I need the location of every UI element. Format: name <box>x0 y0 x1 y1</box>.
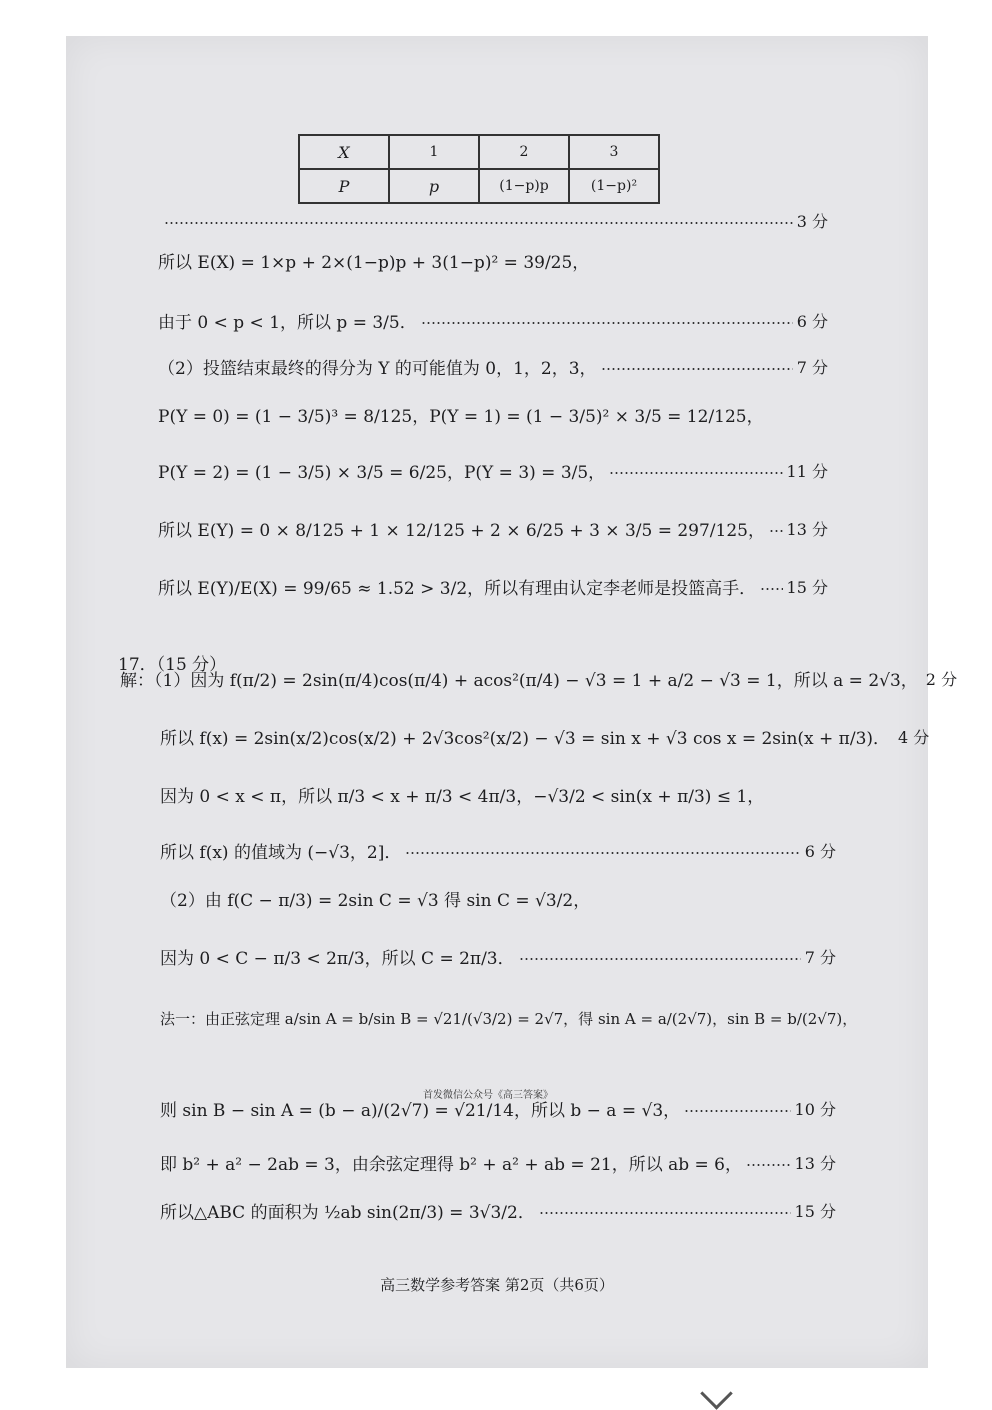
score-label: 7 分 <box>804 947 836 967</box>
equation: 则 sin B − sin A = (b − a)/(2√7) = √21/14，所以 b − a = √3， <box>160 1100 681 1121</box>
score-label: 6 分 <box>796 311 828 331</box>
solution-line <box>158 240 828 280</box>
table-row <box>299 135 659 169</box>
equation: 所以△ABC 的面积为 ½ab sin(2π/3) = 3√3/2． <box>160 1202 535 1223</box>
score-label: 6 分 <box>804 841 836 861</box>
leader-dots <box>405 852 800 854</box>
equation: 因为 0 < C − π/3 < 2π/3，所以 C = 2π/3． <box>160 948 515 969</box>
equation: P(Y = 0) = (1 − 3/5)³ = 8/125，P(Y = 1) = (1 − 3/5)² × 3/5 = 12/125， <box>158 406 764 427</box>
table-cell: P <box>299 169 389 203</box>
leader-dots <box>684 1110 790 1112</box>
solution-line <box>158 450 828 490</box>
score-label: 3 分 <box>796 211 828 231</box>
solution-line <box>158 566 828 606</box>
solution-line <box>160 1142 836 1182</box>
watermark-text: 首发微信公众号《高三答案》 <box>423 1090 553 1101</box>
solution-line <box>160 774 836 814</box>
table-cell: 3 <box>569 135 659 169</box>
solution-line <box>158 300 828 340</box>
score-label: 10 分 <box>794 1099 836 1119</box>
table-cell: 1 <box>389 135 479 169</box>
solution-line <box>160 998 858 1038</box>
distribution-table <box>298 134 660 204</box>
solution-line <box>158 508 828 548</box>
table-row <box>299 169 659 203</box>
table-cell: X <box>299 135 389 169</box>
table-cell: (1−p)² <box>569 169 659 203</box>
equation: 解：（1）因为 f(π/2) = 2sin(π/4)cos(π/4) + acos²(π/4) − √3 = 1 + a/2 − √3 = 1，所以 a = 2√3， <box>120 670 918 691</box>
equation: 即 b² + a² − 2ab = 3，由余弦定理得 b² + a² + ab = 21，所以 ab = 6， <box>160 1154 743 1175</box>
solution-line <box>160 716 930 756</box>
equation: 由于 0 < p < 1，所以 p = 3/5． <box>158 312 417 333</box>
solution-line <box>160 936 836 976</box>
score-label: 13 分 <box>786 519 828 539</box>
table-cell: (1−p)p <box>479 169 569 203</box>
solution-line <box>160 878 836 918</box>
score-label: 4 分 <box>898 727 930 747</box>
leader-dots <box>519 958 801 960</box>
score-label: 15 分 <box>786 577 828 597</box>
score-label: 11 分 <box>786 461 828 481</box>
leader-dots <box>760 588 782 590</box>
equation: 所以 f(x) = 2sin(x/2)cos(x/2) + 2√3cos²(x/2) − √3 = sin x + √3 cos x = 2sin(x + π/3)． <box>160 728 891 749</box>
solution-line <box>120 658 958 698</box>
score-label: 7 分 <box>796 357 828 377</box>
equation: 所以 f(x) 的值域为 (−√3，2]． <box>160 842 402 863</box>
equation: 所以 E(Y)/E(X) = 99/65 ≈ 1.52 > 3/2，所以有理由认定李老师是投篮高手． <box>158 578 757 599</box>
table-score-line <box>160 200 828 240</box>
score-label: 13 分 <box>794 1153 836 1173</box>
solution-line <box>158 394 828 434</box>
solution-line <box>158 346 828 386</box>
leader-dots <box>601 368 793 370</box>
leader-dots <box>539 1212 791 1214</box>
equation: （2）投篮结束最终的得分为 Y 的可能值为 0，1，2，3， <box>158 358 597 379</box>
table-cell: p <box>389 169 479 203</box>
page-footer: 高三数学参考答案 第2页（共6页） <box>380 1276 614 1294</box>
equation: （2）由 f(C − π/3) = 2sin C = √3 得 sin C = √3/2， <box>160 890 591 911</box>
equation: 因为 0 < x < π，所以 π/3 < x + π/3 < 4π/3，−√3/2 < sin(x + π/3) ≤ 1， <box>160 786 765 807</box>
table-cell: 2 <box>479 135 569 169</box>
leader-dots <box>769 530 783 532</box>
answer-sheet-page <box>66 36 958 1368</box>
equation: 法一：由正弦定理 a/sin A = b/sin B = √21/(√3/2) = 2√7，得 sin A = a/(2√7)，sin B = b/(2√7)， <box>160 1009 858 1028</box>
leader-dots <box>164 222 793 224</box>
solution-line <box>160 830 836 870</box>
score-label: 2 分 <box>925 669 958 689</box>
leader-dots <box>609 472 782 474</box>
score-label: 15 分 <box>794 1201 836 1221</box>
equation: 所以 E(X) = 1×p + 2×(1−p)p + 3(1−p)² = 39/25， <box>158 252 590 273</box>
leader-dots <box>421 322 793 324</box>
leader-dots <box>746 1164 791 1166</box>
equation: 所以 E(Y) = 0 × 8/125 + 1 × 12/125 + 2 × 6/25 + 3 × 3/5 = 297/125， <box>158 520 765 541</box>
solution-line <box>160 1088 836 1128</box>
solution-line <box>160 1190 836 1230</box>
problem-17-title: 17．（15 分） <box>118 655 227 675</box>
equation: P(Y = 2) = (1 − 3/5) × 3/5 = 6/25，P(Y = 3) = 3/5， <box>158 462 606 483</box>
chevron-down-icon[interactable] <box>700 1377 733 1410</box>
